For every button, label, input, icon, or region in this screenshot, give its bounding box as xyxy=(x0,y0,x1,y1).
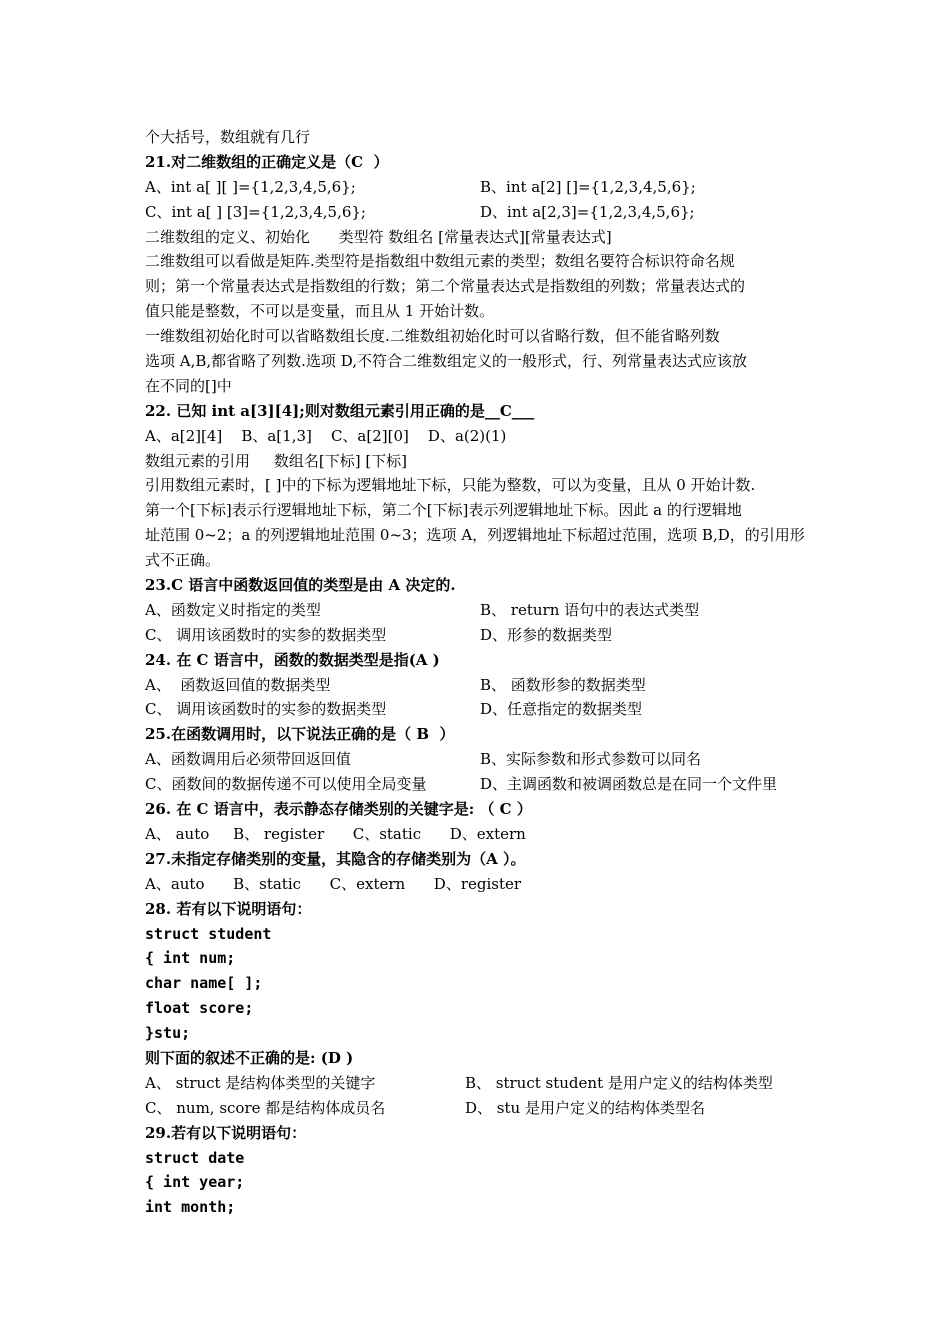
option-b: B、 struct student 是用户定义的结构体类型 xyxy=(465,1073,773,1092)
option-row xyxy=(145,697,810,722)
option-row xyxy=(145,1071,810,1096)
option-row xyxy=(145,623,810,648)
option-row xyxy=(145,598,810,623)
code-line: }stu; xyxy=(145,1024,191,1043)
option-c: C、 调用该函数时的实参的数据类型 xyxy=(145,700,387,719)
explanation-line: 第一个[下标]表示行逻辑地址下标，第二个[下标]表示列逻辑地址下标。因此 a 的行逻辑地 xyxy=(145,501,742,520)
option-a: A、int a[ ][ ]={1,2,3,4,5,6}; xyxy=(145,177,356,196)
option-a: A、 struct 是结构体类型的关键字 xyxy=(145,1073,376,1092)
option-c: C、函数间的数据传递不可以使用全局变量 xyxy=(145,775,427,794)
explanation-line: 二维数组可以看做是矩阵.类型符是指数组中数组元素的类型；数组名要符合标识符命名规 xyxy=(145,252,735,271)
option-row xyxy=(145,175,810,200)
question-21-title: 21.对二维数组的正确定义是（C ） xyxy=(145,152,389,171)
option-row xyxy=(145,1096,810,1121)
explanation-line: 二维数组的定义、初始化 类型符 数组名 [常量表达式][常量表达式] xyxy=(145,227,612,246)
question-28-prompt: 则下面的叙述不正确的是: (D ) xyxy=(145,1048,354,1067)
option-row: A、a[2][4] B、a[1,3] C、a[2][0] D、a(2)(1) xyxy=(145,426,507,445)
option-b: B、int a[2] []={1,2,3,4,5,6}; xyxy=(480,177,696,196)
option-row: A、 auto B、 register C、static D、extern xyxy=(145,824,526,843)
option-a: A、函数定义时指定的类型 xyxy=(145,600,321,619)
question-28-title: 28. 若有以下说明语句： xyxy=(145,899,312,918)
code-line: float score; xyxy=(145,999,254,1018)
option-c: C、 num, score 都是结构体成员名 xyxy=(145,1098,386,1117)
code-line: char name[ ]; xyxy=(145,974,263,993)
explanation-line: 在不同的[]中 xyxy=(145,376,232,395)
option-b: B、实际参数和形式参数可以同名 xyxy=(480,750,702,769)
option-b: B、 return 语句中的表达式类型 xyxy=(480,600,700,619)
option-d: D、形参的数据类型 xyxy=(480,625,613,644)
option-d: D、主调函数和被调函数总是在同一个文件里 xyxy=(480,775,778,794)
explanation-line: 一维数组初始化时可以省略数组长度.二维数组初始化时可以省略行数，但不能省略列数 xyxy=(145,327,720,346)
question-22-title: 22. 已知 int a[3][4];则对数组元素引用正确的是__C___ xyxy=(145,401,535,420)
option-d: D、int a[2,3]={1,2,3,4,5,6}; xyxy=(480,202,695,221)
question-29-title: 29.若有以下说明语句： xyxy=(145,1123,307,1142)
question-23-title: 23.C 语言中函数返回值的类型是由 A 决定的. xyxy=(145,576,456,595)
text-line: 个大括号，数组就有几行 xyxy=(145,128,311,146)
option-row: A、auto B、static C、extern D、register xyxy=(145,874,522,893)
option-a: A、 函数返回值的数据类型 xyxy=(145,675,331,694)
question-27-title: 27.未指定存储类别的变量，其隐含的存储类别为（A ）。 xyxy=(145,849,526,868)
code-line: struct date xyxy=(145,1148,245,1167)
option-b: B、 函数形参的数据类型 xyxy=(480,675,646,694)
document-body xyxy=(145,125,810,1220)
code-line: struct student xyxy=(145,924,272,943)
option-row xyxy=(145,673,810,698)
explanation-line: 则；第一个常量表达式是指数组的行数；第二个常量表达式是指数组的列数；常量表达式的 xyxy=(145,277,746,296)
explanation-line: 式不正确。 xyxy=(145,551,221,570)
explanation-line: 选项 A,B,都省略了列数.选项 D,不符合二维数组定义的一般形式，行、列常量表达式应该放 xyxy=(145,352,747,371)
explanation-line: 数组元素的引用 数组名[下标] [下标] xyxy=(145,451,408,470)
explanation-line: 值只能是整数，不可以是变量，而且从 1 开始计数。 xyxy=(145,302,495,321)
question-26-title: 26. 在 C 语言中，表示静态存储类别的关键字是: （ C ） xyxy=(145,800,532,819)
option-row xyxy=(145,200,810,225)
option-d: D、 stu 是用户定义的结构体类型名 xyxy=(465,1098,705,1117)
option-row xyxy=(145,747,810,772)
option-a: A、函数调用后必须带回返回值 xyxy=(145,750,351,769)
option-d: D、任意指定的数据类型 xyxy=(480,700,643,719)
code-line: { int num; xyxy=(145,949,236,968)
code-line: int month; xyxy=(145,1198,236,1217)
option-c: C、 调用该函数时的实参的数据类型 xyxy=(145,625,387,644)
explanation-line: 址范围 0~2；a 的列逻辑地址范围 0~3；选项 A，列逻辑地址下标超过范围，选项 B,D，的引用形 xyxy=(145,526,805,545)
option-row xyxy=(145,772,810,797)
explanation-line: 引用数组元素时，[ ]中的下标为逻辑地址下标，只能为整数，可以为变量，且从 0 开始计数. xyxy=(145,476,756,495)
question-25-title: 25.在函数调用时，以下说法正确的是（ B ） xyxy=(145,725,455,744)
code-line: { int year; xyxy=(145,1173,245,1192)
question-24-title: 24. 在 C 语言中，函数的数据类型是指(A ) xyxy=(145,650,440,669)
option-c: C、int a[ ] [3]={1,2,3,4,5,6}; xyxy=(145,202,366,221)
